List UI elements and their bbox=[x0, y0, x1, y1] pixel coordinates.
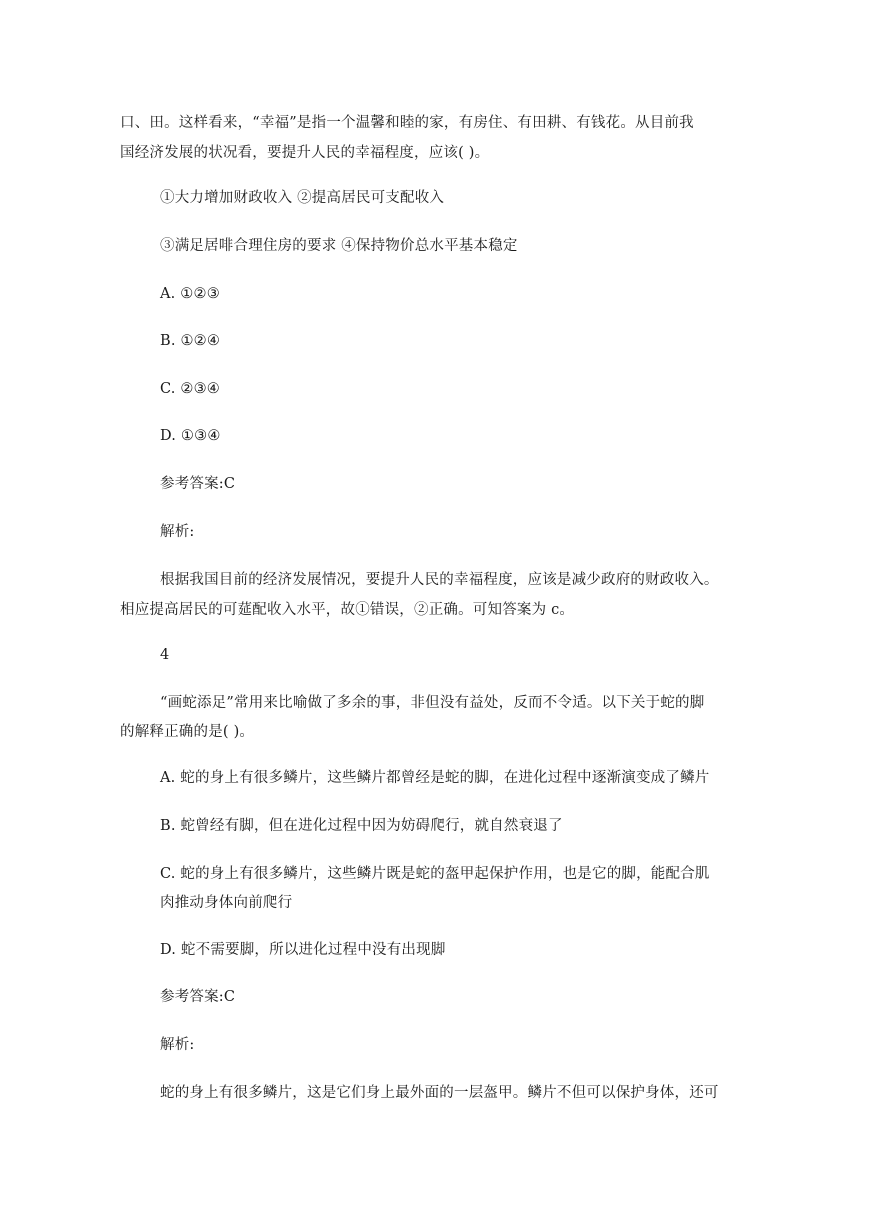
q3-option-a: A. ①②③ bbox=[160, 286, 220, 302]
q3-statement-2: ③满足居啡合理住房的要求 ④保持物价总水平基本稳定 bbox=[160, 238, 518, 254]
q4-option-a: A. 蛇的身上有很多鳞片，这些鳞片都曾经是蛇的脚，在进化过程中逐渐演变成了鳞片 bbox=[160, 770, 710, 786]
q4-answer: 参考答案:C bbox=[160, 989, 236, 1005]
q3-option-d: D. ①③④ bbox=[160, 428, 221, 444]
q3-analysis-line1: 根据我国目前的经济发展情况，要提升人民的幸福程度，应该是减少政府的财政收入。 bbox=[160, 572, 719, 588]
q4-stem-line2: 的解释正确的是( )。 bbox=[120, 724, 255, 740]
q4-option-b: B. 蛇曾经有脚，但在进化过程中因为妨碍爬行，就自然衰退了 bbox=[160, 818, 563, 834]
q4-analysis-line1: 蛇的身上有很多鳞片，这是它们身上最外面的一层盔甲。鳞片不但可以保护身体，还可 bbox=[160, 1085, 719, 1101]
q3-answer: 参考答案:C bbox=[160, 476, 236, 492]
q3-stem-line2: 国经济发展的状况看，要提升人民的幸福程度，应该( )。 bbox=[120, 145, 490, 161]
q4-stem-line1: “画蛇添足”常用来比喻做了多余的事，非但没有益处，反而不令适。以下关于蛇的脚 bbox=[160, 695, 705, 711]
q4-option-c-line2: 肉推动身体向前爬行 bbox=[160, 895, 293, 911]
q3-analysis-label: 解析: bbox=[160, 524, 195, 540]
q3-option-b: B. ①②④ bbox=[160, 333, 221, 349]
q3-stem-line1: 口、田。这样看来，“幸福”是指一个温馨和睦的家，有房住、有田耕、有钱花。从目前我 bbox=[120, 115, 694, 131]
q3-option-c: C. ②③④ bbox=[160, 381, 220, 397]
q3-analysis-line2: 相应提高居民的可莚配收入水平，故①错误，②正确。可知答案为 c。 bbox=[120, 602, 575, 618]
q4-option-c-line1: C. 蛇的身上有很多鳞片，这些鳞片既是蛇的盔甲起保护作用，也是它的脚，能配合肌 bbox=[160, 866, 710, 882]
q4-number: 4 bbox=[160, 647, 170, 663]
q4-analysis-label: 解析: bbox=[160, 1037, 195, 1053]
q4-option-d: D. 蛇不需要脚，所以进化过程中没有出现脚 bbox=[160, 942, 446, 958]
q3-statement-1: ①大力增加财政收入 ②提高居民可支配收入 bbox=[160, 190, 445, 206]
